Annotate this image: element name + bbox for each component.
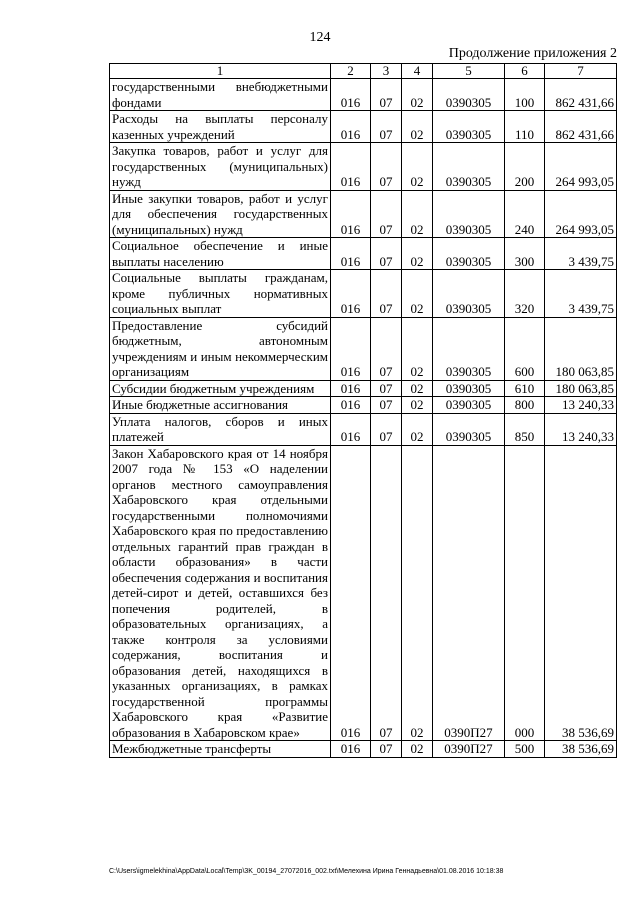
row-subsection-code: 02 (402, 79, 433, 111)
row-section-code: 07 (371, 397, 402, 414)
header-row (110, 64, 617, 79)
row-target-article: 0390П27 (433, 445, 505, 741)
row-target-article: 0390305 (433, 238, 505, 270)
table-row (110, 190, 617, 238)
header-col-1: 1 (110, 64, 331, 79)
table-row (110, 413, 617, 445)
row-ministry-code: 016 (331, 317, 371, 380)
row-name: Расходы на выплаты персоналу казенных учреждений (110, 111, 331, 143)
row-name: Иные закупки товаров, работ и услуг для обеспечения государственных (муниципальных) нужд (110, 190, 331, 238)
row-section-code: 07 (371, 111, 402, 143)
row-expense-type: 800 (505, 397, 545, 414)
table-row (110, 143, 617, 191)
row-section-code: 07 (371, 413, 402, 445)
row-subsection-code: 02 (402, 270, 433, 318)
row-expense-type: 320 (505, 270, 545, 318)
row-section-code: 07 (371, 143, 402, 191)
row-subsection-code: 02 (402, 741, 433, 758)
row-target-article: 0390305 (433, 380, 505, 397)
row-name: Социальные выплаты гражданам, кроме публичных нормативных социальных выплат (110, 270, 331, 318)
continuation-label: Продолжение приложения 2 (448, 46, 617, 61)
row-section-code: 07 (371, 317, 402, 380)
row-amount: 38 536,69 (545, 741, 617, 758)
row-ministry-code: 016 (331, 270, 371, 318)
table-row (110, 111, 617, 143)
row-expense-type: 200 (505, 143, 545, 191)
row-section-code: 07 (371, 741, 402, 758)
row-subsection-code: 02 (402, 317, 433, 380)
row-ministry-code: 016 (331, 741, 371, 758)
row-target-article: 0390П27 (433, 741, 505, 758)
row-amount: 264 993,05 (545, 190, 617, 238)
row-amount: 264 993,05 (545, 143, 617, 191)
row-amount: 3 439,75 (545, 270, 617, 318)
file-path-footer: C:\Users\igmelekhina\AppData\Local\Temp\3K_00194_27072016_002.txt\Мелехина Ирина Геннадьевна\01.08.2016 10:18:38 (109, 868, 504, 875)
row-section-code: 07 (371, 380, 402, 397)
row-subsection-code: 02 (402, 238, 433, 270)
row-subsection-code: 02 (402, 143, 433, 191)
row-subsection-code: 02 (402, 413, 433, 445)
row-amount: 3 439,75 (545, 238, 617, 270)
row-subsection-code: 02 (402, 111, 433, 143)
page-number: 124 (309, 30, 331, 45)
row-section-code: 07 (371, 79, 402, 111)
row-expense-type: 850 (505, 413, 545, 445)
row-target-article: 0390305 (433, 413, 505, 445)
row-ministry-code: 016 (331, 413, 371, 445)
header-col-7: 7 (545, 64, 617, 79)
row-amount: 13 240,33 (545, 413, 617, 445)
row-name: Закупка товаров, работ и услуг для государственных (муниципальных) нужд (110, 143, 331, 191)
row-target-article: 0390305 (433, 190, 505, 238)
row-target-article: 0390305 (433, 79, 505, 111)
row-amount: 862 431,66 (545, 111, 617, 143)
row-expense-type: 240 (505, 190, 545, 238)
row-subsection-code: 02 (402, 190, 433, 238)
table-row (110, 380, 617, 397)
row-name: Уплата налогов, сборов и иных платежей (110, 413, 331, 445)
row-ministry-code: 016 (331, 143, 371, 191)
row-name: Социальное обеспечение и иные выплаты населению (110, 238, 331, 270)
row-amount: 180 063,85 (545, 380, 617, 397)
row-target-article: 0390305 (433, 397, 505, 414)
row-name: Предоставление субсидий бюджетным, автономным учреждениям и иным некоммерческим организациям (110, 317, 331, 380)
row-section-code: 07 (371, 238, 402, 270)
row-target-article: 0390305 (433, 111, 505, 143)
row-ministry-code: 016 (331, 190, 371, 238)
row-ministry-code: 016 (331, 111, 371, 143)
row-amount: 862 431,66 (545, 79, 617, 111)
row-ministry-code: 016 (331, 79, 371, 111)
row-subsection-code: 02 (402, 397, 433, 414)
row-amount: 38 536,69 (545, 445, 617, 741)
budget-table (109, 63, 617, 758)
row-ministry-code: 016 (331, 445, 371, 741)
row-target-article: 0390305 (433, 317, 505, 380)
row-expense-type: 610 (505, 380, 545, 397)
header-col-5: 5 (433, 64, 505, 79)
header-col-3: 3 (371, 64, 402, 79)
row-expense-type: 600 (505, 317, 545, 380)
row-expense-type: 100 (505, 79, 545, 111)
row-target-article: 0390305 (433, 270, 505, 318)
row-target-article: 0390305 (433, 143, 505, 191)
row-name: Субсидии бюджетным учреждениям (110, 380, 331, 397)
table-row (110, 445, 617, 741)
row-subsection-code: 02 (402, 445, 433, 741)
row-section-code: 07 (371, 270, 402, 318)
table-row (110, 238, 617, 270)
row-section-code: 07 (371, 190, 402, 238)
row-ministry-code: 016 (331, 238, 371, 270)
header-col-2: 2 (331, 64, 371, 79)
row-expense-type: 110 (505, 111, 545, 143)
row-name: Межбюджетные трансферты (110, 741, 331, 758)
row-expense-type: 300 (505, 238, 545, 270)
row-name: Закон Хабаровского края от 14 ноября 2007 года № 153 «О наделении органов местного самоуправления Хабаровского края отдельными государственными полномочиями Хабаровского края по предоставлению отдельных гарантий прав граждан в области образования» в части обеспечения содержания и воспитания детей-сирот и детей, оставшихся без попечения родителей, в образовательных организациях, а также контроля за условиями содержания, воспитания и образования детей, находящихся в указанных организациях, в рамках государственной программы Хабаровского края «Развитие образования в Хабаровском крае» (110, 445, 331, 741)
row-expense-type: 500 (505, 741, 545, 758)
table-row (110, 397, 617, 414)
table-row (110, 741, 617, 758)
row-name: Иные бюджетные ассигнования (110, 397, 331, 414)
header-col-4: 4 (402, 64, 433, 79)
table-row (110, 79, 617, 111)
row-expense-type: 000 (505, 445, 545, 741)
row-ministry-code: 016 (331, 397, 371, 414)
table-row (110, 317, 617, 380)
table-row (110, 270, 617, 318)
header-col-6: 6 (505, 64, 545, 79)
row-ministry-code: 016 (331, 380, 371, 397)
row-name: государственными внебюджетными фондами (110, 79, 331, 111)
row-section-code: 07 (371, 445, 402, 741)
row-subsection-code: 02 (402, 380, 433, 397)
row-amount: 180 063,85 (545, 317, 617, 380)
row-amount: 13 240,33 (545, 397, 617, 414)
